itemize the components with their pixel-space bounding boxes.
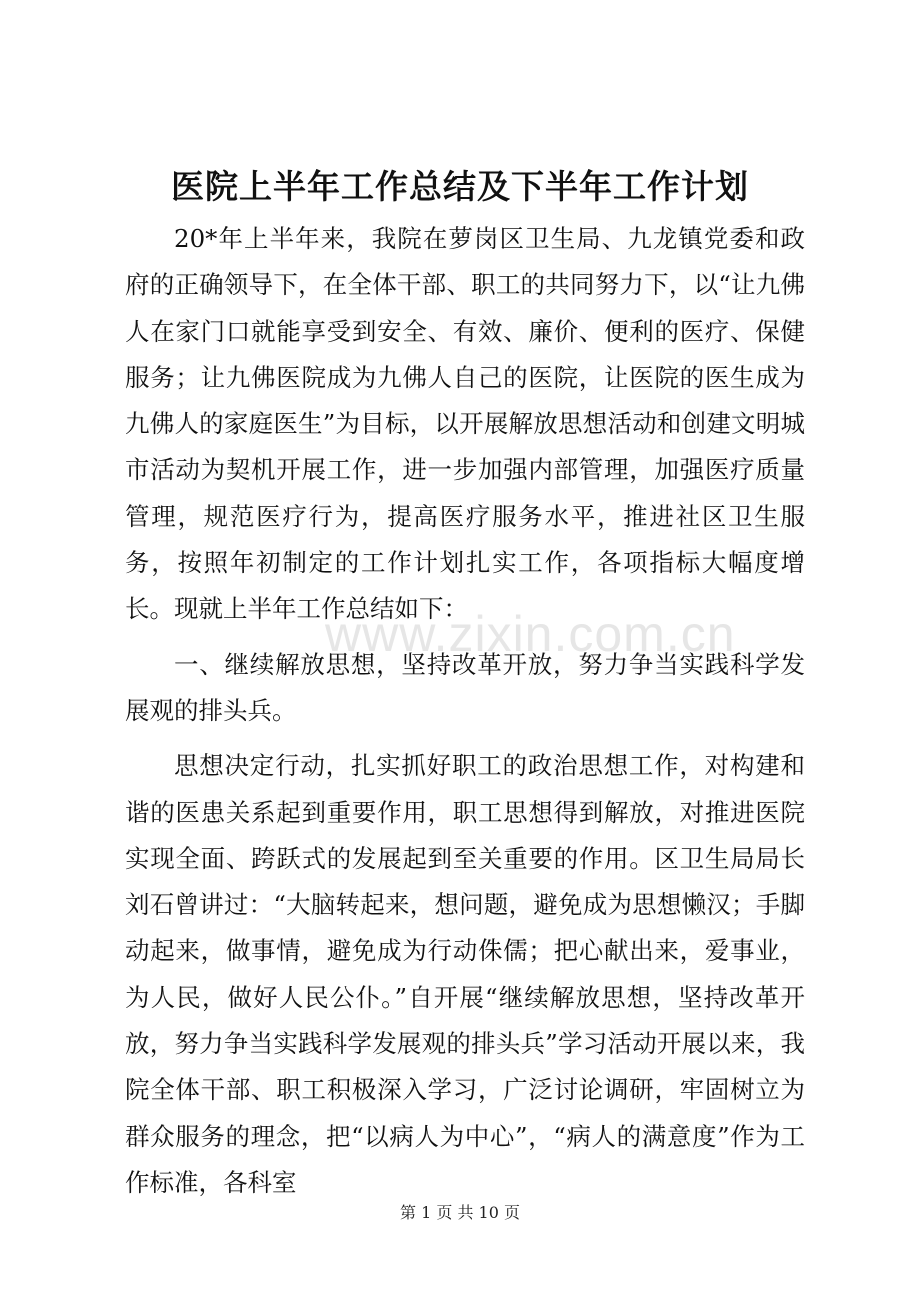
- paragraph-intro: 20*年上半年来，我院在萝岗区卫生局、九龙镇党委和政府的正确领导下，在全体干部、职工的共同努力下，以“让九佛人在家门口就能享受到安全、有效、廉价、便利的医疗、保健服务；让九佛医院成为九佛人自己的医院，让医院的医生成为九佛人的家庭医生”为目标，以开展解放思想活动和创建文明城市活动为契机开展工作，进一步加强内部管理，加强医疗质量管理，规范医疗行为，提高医疗服务水平，推进社区卫生服务，按照年初制定的工作计划扎实工作，各项指标大幅度增长。现就上半年工作总结如下：: [125, 224, 805, 624]
- paragraph-section-heading: 一、继续解放思想，坚持改革开放，努力争当实践科学发展观的排头兵。: [125, 649, 805, 725]
- paragraph-thought-work: 思想决定行动，扎实抓好职工的政治思想工作，对构建和谐的医患关系起到重要作用，职工思想得到解放，对推进医院实现全面、跨跃式的发展起到至关重要的作用。区卫生局局长刘石曾讲过：“大脑转起来，想问题，避免成为思想懒汉；手脚动起来，做事情，避免成为行动侏儒；把心献出来，爱事业，为人民，做好人民公仆。”自开展“继续解放思想，坚持改革开放，努力争当实践科学发展观的排头兵”学习活动开展以来，我院全体干部、职工积极深入学习，广泛讨论调研，牢固树立为群众服务的理念，把“以病人为中心”，“病人的满意度”作为工作标准，各科室: [125, 751, 805, 1197]
- watermark: www.zixin.com.cn: [325, 606, 736, 662]
- page-footer: 第 1 页 共 10 页: [400, 1203, 520, 1222]
- document-body: [125, 216, 805, 1206]
- document-title: 医院上半年工作总结及下半年工作计划: [171, 167, 749, 206]
